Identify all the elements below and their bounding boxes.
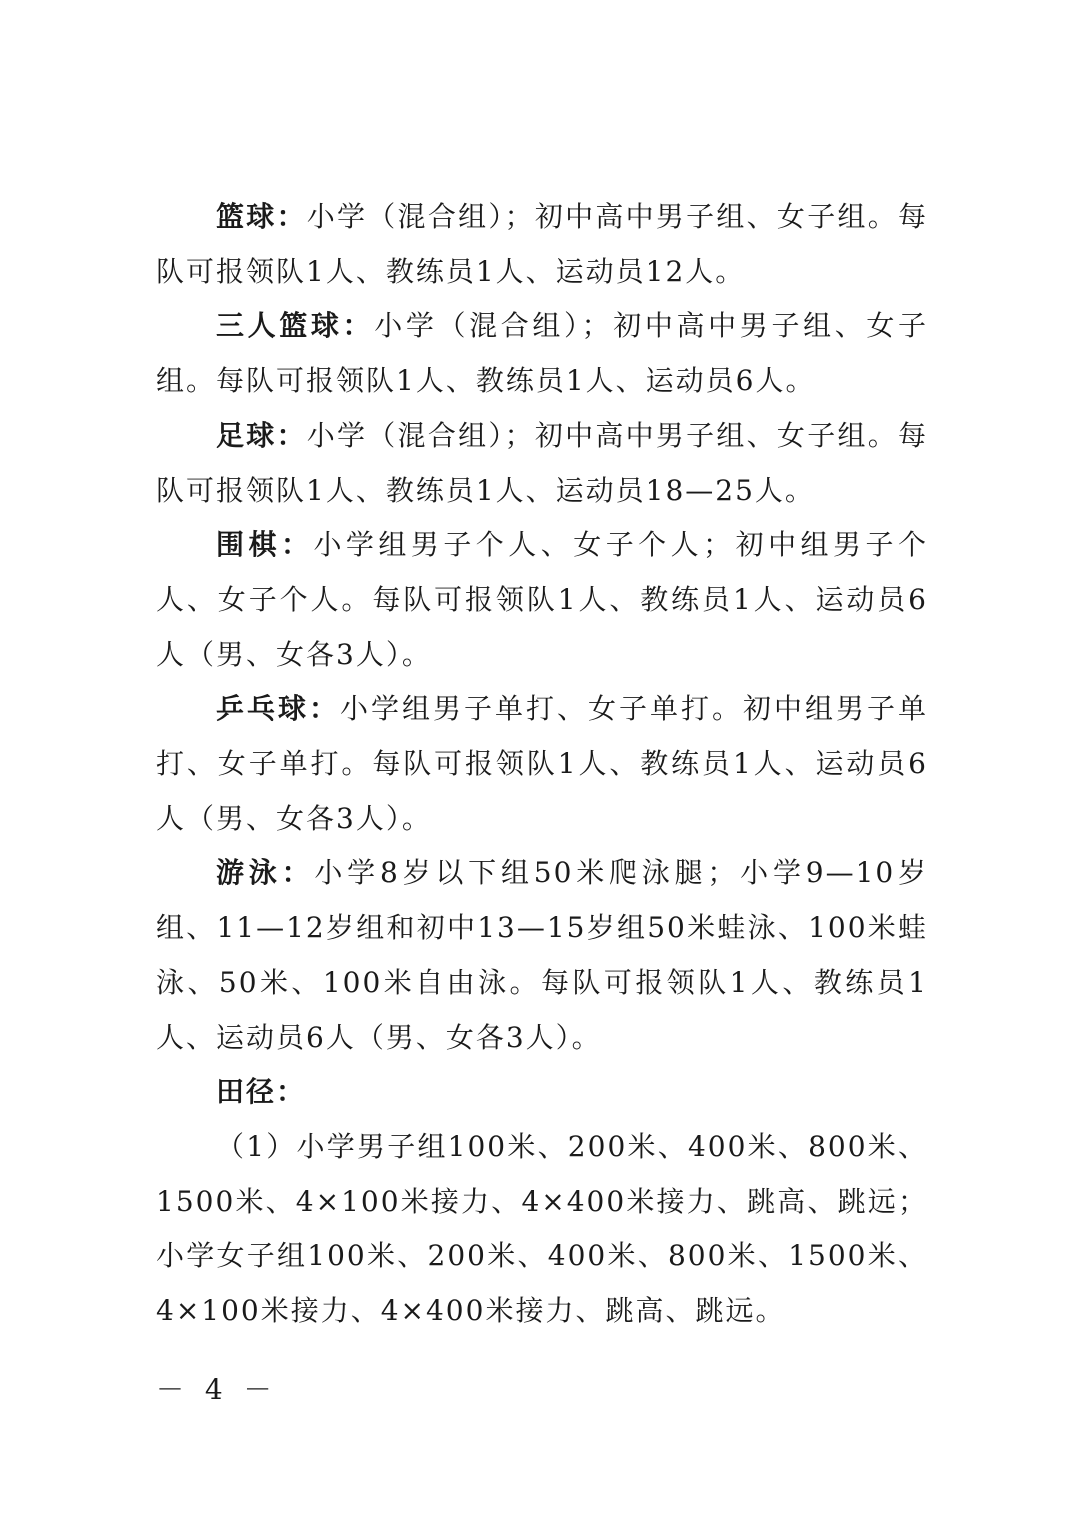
paragraph-text: 小学8岁以下组50米爬泳腿；小学9—10岁组、11—12岁组和初中13—15岁组50米蛙泳、100米蛙泳、50米、100米自由泳。每队可报领队1人、教练员1人、运动员6人（男、女各3人）。 [156, 856, 928, 1054]
term-athletics: 田径： [216, 1075, 307, 1109]
paragraph-table-tennis [156, 682, 928, 846]
paragraph-swimming [156, 846, 928, 1065]
term-basketball: 篮球： [216, 200, 307, 233]
paragraph-text: 小学组男子个人、女子个人；初中组男子个人、女子个人。每队可报领队1人、教练员1人、运动员6人（男、女各3人）。 [156, 528, 928, 671]
paragraph-text: 小学（混合组）；初中高中男子组、女子组。每队可报领队1人、教练员1人、运动员6人。 [156, 309, 928, 398]
paragraph-football [156, 409, 928, 518]
paragraph-text: 小学组男子单打、女子单打。初中组男子单打、女子单打。每队可报领队1人、教练员1人、运动员6人（男、女各3人）。 [156, 692, 928, 835]
paragraph-go [156, 518, 928, 682]
term-football: 足球： [216, 418, 307, 452]
page-number: － 4 － [156, 1373, 278, 1406]
paragraph-basketball [156, 190, 928, 299]
paragraph-text: （1）小学男子组100米、200米、400米、800米、1500米、4×100米接力、4×400米接力、跳高、跳远；小学女子组100米、200米、400米、800米、1500米、4×100米接力、4×400米接力、跳高、跳远。 [156, 1129, 928, 1328]
term-swimming: 游泳： [216, 856, 315, 890]
paragraph-text: 小学（混合组）；初中高中男子组、女子组。每队可报领队1人、教练员1人、运动员18—25人。 [156, 418, 928, 507]
paragraph-athletics-primary [156, 1120, 928, 1339]
term-3x3-basketball: 三人篮球： [216, 309, 375, 343]
term-go: 围棋： [216, 528, 314, 562]
term-table-tennis: 乒乓球： [216, 692, 340, 726]
paragraph-text: 小学（混合组）；初中高中男子组、女子组。每队可报领队1人、教练员1人、运动员12人。 [156, 200, 928, 288]
paragraph-athletics-heading [156, 1065, 928, 1120]
paragraph-3x3-basketball [156, 299, 928, 408]
document-body [156, 190, 928, 1339]
